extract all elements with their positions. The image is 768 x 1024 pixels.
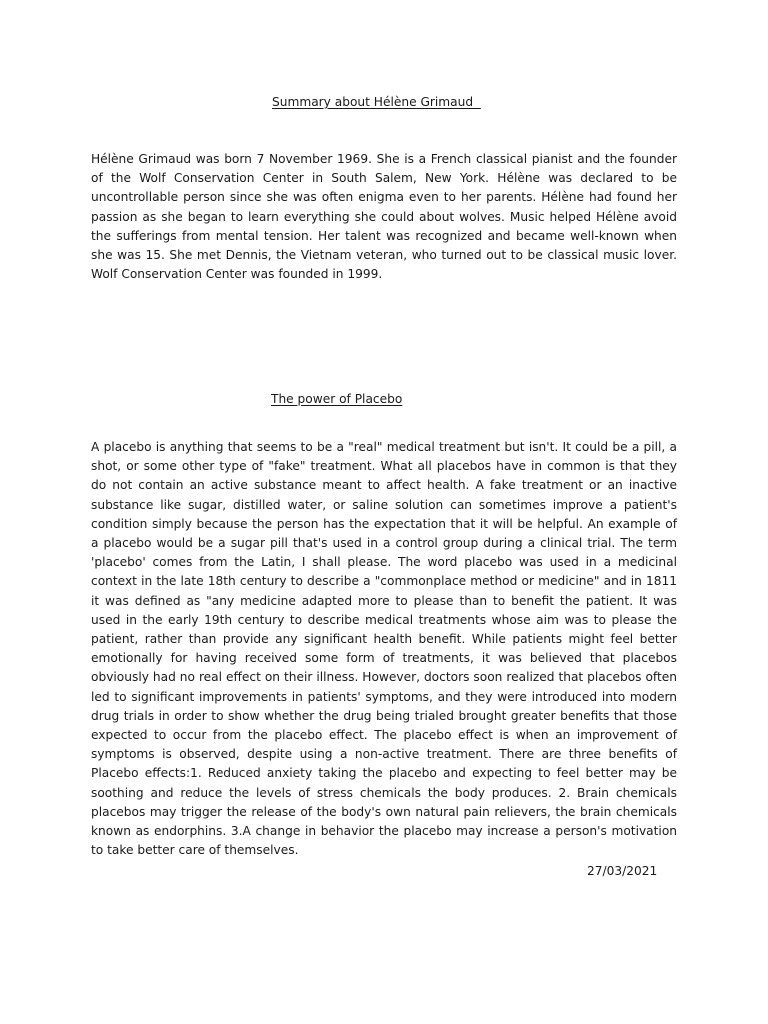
- paragraph-placebo: A placebo is anything that seems to be a "real" medical treatment but isn't. It could be a pill, a shot, or some other type of "fake" treatment. What all placebos have in common is that they do not contain an active substance meant to affect health. A fake treatment or an inactive substance like sugar, distilled water, or saline solution can sometimes improve a patient's condition simply because the person has the expectation that it will be helpful. An example of a placebo would be a sugar pill that's used in a control group during a clinical trial. The term 'placebo' comes from the Latin, I shall please. The word placebo was used in a medicinal context in the late 18th century to describe a "commonplace method or medicine" and in 1811 it was defined as "any medicine adapted more to please than to benefit the patient. It was used in the early 19th century to describe medical treatments whose aim was to please the patient, rather than provide any significant health benefit. While patients might feel better emotionally for having received some form of treatments, it was believed that placebos obviously had no real effect on their illness. However, doctors soon realized that placebos often led to significant improvements in patients' symptoms, and they were introduced into modern drug trials in order to show whether the drug being trialed brought greater benefits that those expected to occur from the placebo effect. The placebo effect is when an improvement of symptoms is observed, despite using a non-active treatment. There are three benefits of Placebo effects:1. Reduced anxiety taking the placebo and expecting to feel better may be soothing and reduce the levels of stress chemicals the body produces. 2. Brain chemicals placebos may trigger the release of the body's own natural pain relievers, the brain chemicals known as endorphins. 3.A change in behavior the placebo may increase a person's motivation to take better care of themselves.: [91, 440, 677, 858]
- document-date: 27/03/2021: [587, 864, 658, 878]
- paragraph-grimaud-summary: Hélène Grimaud was born 7 November 1969. She is a French classical pianist and the founder of the Wolf Conservation Center in South Salem, New York. Hélène was declared to be uncontrollable person since she was often enigma even to her parents. Hélène had found her passion as she began to learn everything she could about wolves. Music helped Hélène avoid the sufferings from mental tension. Her talent was recognized and became well-known when she was 15. She met Dennis, the Vietnam veteran, who turned out to be classical music lover. Wolf Conservation Center was founded in 1999.: [91, 152, 677, 282]
- section-title-placebo: The power of Placebo: [271, 392, 403, 406]
- section-title-grimaud: Summary about Hélène Grimaud: [272, 95, 481, 109]
